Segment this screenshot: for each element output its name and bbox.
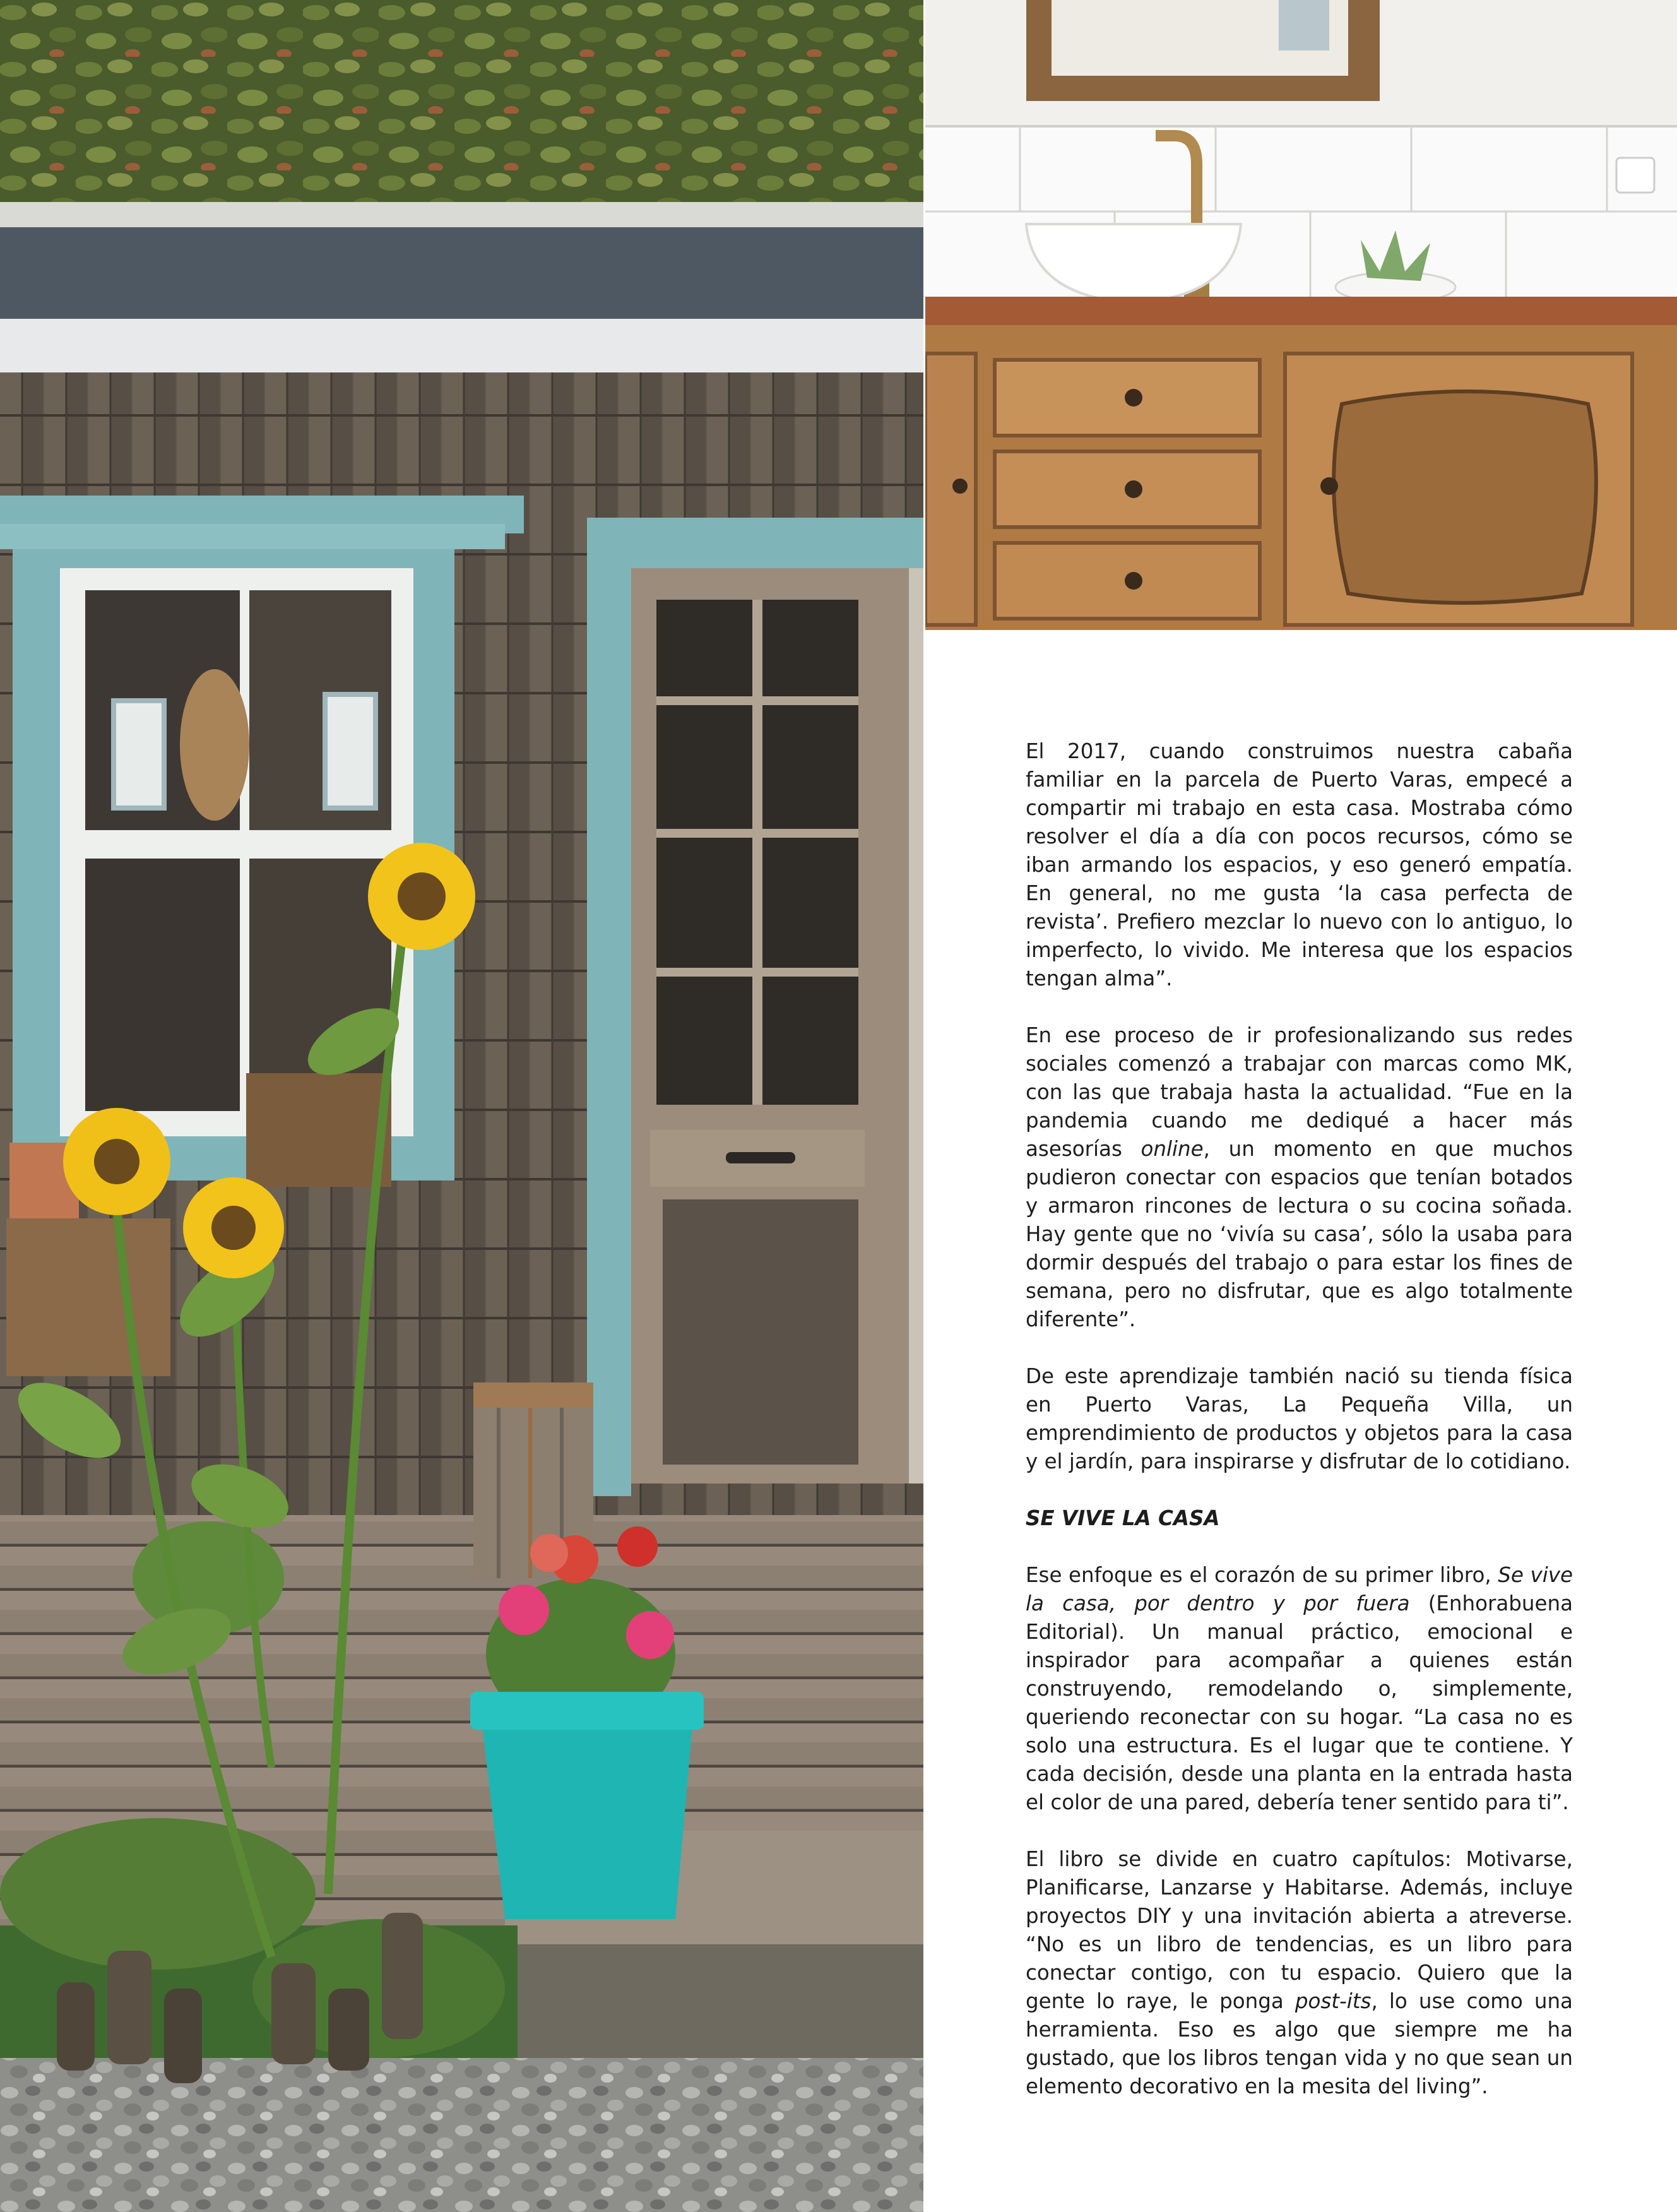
text-run: El 2017, cuando construimos nuestra cabaña familiar en la parcela de Puerto Varas, empecé a compartir mi trabajo en esta casa. Mostraba cómo resolver el día a día con pocos recursos, cómo se iban armando los espacios, y eso generó empatía. En general, no me gusta ‘la casa perfecta de revista’. Prefiero mezclar lo nuevo con lo antiguo, lo imperfecto, lo vivido. Me interesa que los espacios tengan alma”. [1026,739,1573,990]
section-heading [1026,1504,1573,1533]
text-run: , lo use como una herramienta. Eso es algo que siempre me ha gustado, que los libros tengan vida y no que sean un elemento decorativo en la mesita del living”. [1026,1989,1573,2098]
text-run: (Enhorabuena Editorial). Un manual práctico, emocional e inspirador para acompañar a quienes están construyendo, remodelando o, simplemente, queriendo reconectar con su hogar. “La casa no es solo una estructura. Es el lugar que te contiene. Y cada decisión, desde una planta en la entrada hasta el color de una pared, debería tener sentido para ti”. [1026,1591,1573,1814]
vanity-photo-illustration [925,0,1677,630]
turquoise-flower-pot [470,1692,704,1919]
italic-run: online [1141,1137,1204,1161]
text-run: El libro se divide en cuatro capítulos: Motivarse, Planificarse, Lanzarse y Habitarse. Además, incluye proyectos DIY y una invitación abierta a atreverse. “No es un libro de tendencias, es un libro para conectar contigo, con tu espacio. Quiero que la gente lo raye, le ponga [1026,1847,1573,2013]
sunflower [63,1108,170,1215]
article-paragraph-2 [1026,1021,1573,1334]
text-run: Ese enfoque es el corazón de su primer libro, [1026,1563,1498,1587]
article-paragraph-4 [1026,1561,1573,1817]
vanity-photo [925,0,1677,630]
text-run: , un momento en que muchos pudieron conectar con espacios que tenían botados y armaron rincones de lectura o su cocina soñada. Hay gente que no ‘vivía su casa’, sólo la usaba para dormir después del trabajo o para estar los fines de semana, pero no disfrutar, que es algo totalmente diferente”. [1026,1137,1573,1331]
article-body [1026,737,1573,2101]
italic-run: post-its [1295,1989,1372,2013]
article-paragraph-1 [1026,737,1573,993]
article-paragraph-3 [1026,1362,1573,1476]
sunflower [183,1177,284,1278]
article-paragraph-5 [1026,1845,1573,2101]
italic-run: Se vive la casa, por dentro y por fuera [1026,1563,1573,1615]
text-run: SE VIVE LA CASA [1026,1506,1220,1530]
sunflower [368,843,475,950]
text-run: De este aprendizaje también nació su tienda física en Puerto Varas, La Pequeña Villa, un emprendimiento de productos y objetos para la casa y el jardín, para inspirarse y disfrutar de lo cotidiano. [1026,1364,1573,1473]
text-run: En ese proceso de ir profesionalizando sus redes sociales comenzó a trabajar con marcas como MK, con las que trabaja hasta la actualidad. “Fue en la pandemia cuando me dediqué a hacer más asesorías [1026,1023,1573,1161]
